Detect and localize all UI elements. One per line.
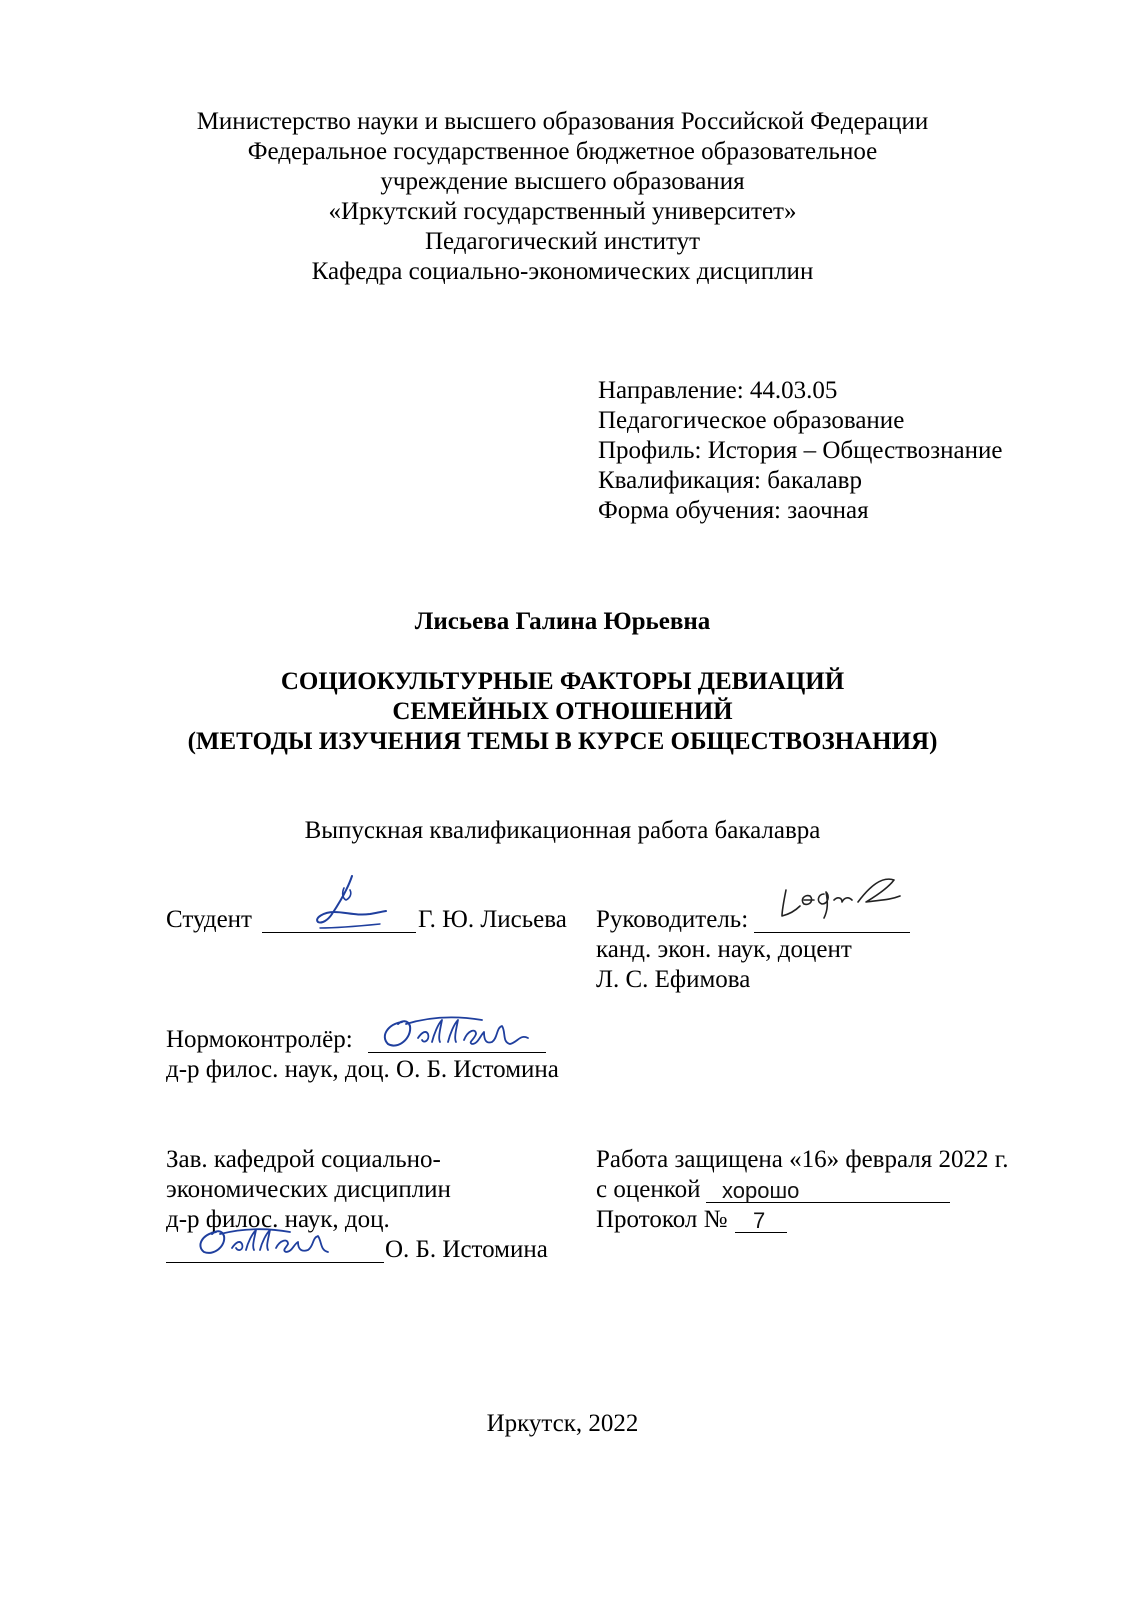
normcontrol-signature [372,1012,552,1058]
thesis-title-line-1: СОЦИОКУЛЬТУРНЫЕ ФАКТОРЫ ДЕВИАЦИЙ [280,668,845,695]
work-type: Выпускная квалификационная работа бакалавра [304,817,821,844]
supervisor-signature [770,866,910,926]
head-degree: д-р филос. наук, доц. [166,1206,390,1233]
institution-line-2: учреждение высшего образования [380,168,745,195]
supervisor-signature-line [754,932,910,933]
program-field: Педагогическое образование [598,407,905,434]
program-study-form: Форма обучения: заочная [598,497,869,524]
institution-line-1: Федеральное государственное бюджетное образовательное [247,138,878,165]
ministry-line: Министерство науки и высшего образования Российской Федерации [196,108,929,135]
grade-value: хорошо [722,1178,800,1203]
head-title-line-1: Зав. кафедрой социально- [166,1146,441,1173]
normcontrol-label: Нормоконтролёр: [166,1026,353,1053]
thesis-title-line-3: (МЕТОДЫ ИЗУЧЕНИЯ ТЕМЫ В КУРСЕ ОБЩЕСТВОЗНАНИЯ) [187,728,938,755]
supervisor-degree: канд. экон. наук, доцент [596,936,852,963]
student-name: Г. Ю. Лисьева [418,906,567,933]
program-qualification: Квалификация: бакалавр [598,467,862,494]
university-name: «Иркутский государственный университет» [328,198,797,225]
program-profile: Профиль: История – Обществознание [598,437,1003,464]
grade-label: с оценкой [596,1176,701,1203]
student-label: Студент [166,906,252,933]
program-direction: Направление: 44.03.05 [598,377,838,404]
defense-date: Работа защищена «16» февраля 2022 г. [596,1146,1009,1173]
student-signature [300,868,390,938]
protocol-label: Протокол № [596,1206,728,1233]
supervisor-name: Л. С. Ефимова [596,966,751,993]
department-name: Кафедра социально-экономических дисциплин [311,258,814,285]
protocol-number: 7 [753,1208,766,1233]
author-name: Лисьева Галина Юрьевна [414,608,711,635]
city-year: Иркутск, 2022 [486,1410,639,1437]
head-signature [190,1222,340,1264]
head-name: О. Б. Истомина [385,1236,548,1263]
normcontrol-details: д-р филос. наук, доц. О. Б. Истомина [166,1056,559,1083]
thesis-title-line-2: СЕМЕЙНЫХ ОТНОШЕНИЙ [392,698,733,725]
institute-name: Педагогический институт [424,228,701,255]
supervisor-label: Руководитель: [596,906,749,933]
head-title-line-2: экономических дисциплин [166,1176,451,1203]
